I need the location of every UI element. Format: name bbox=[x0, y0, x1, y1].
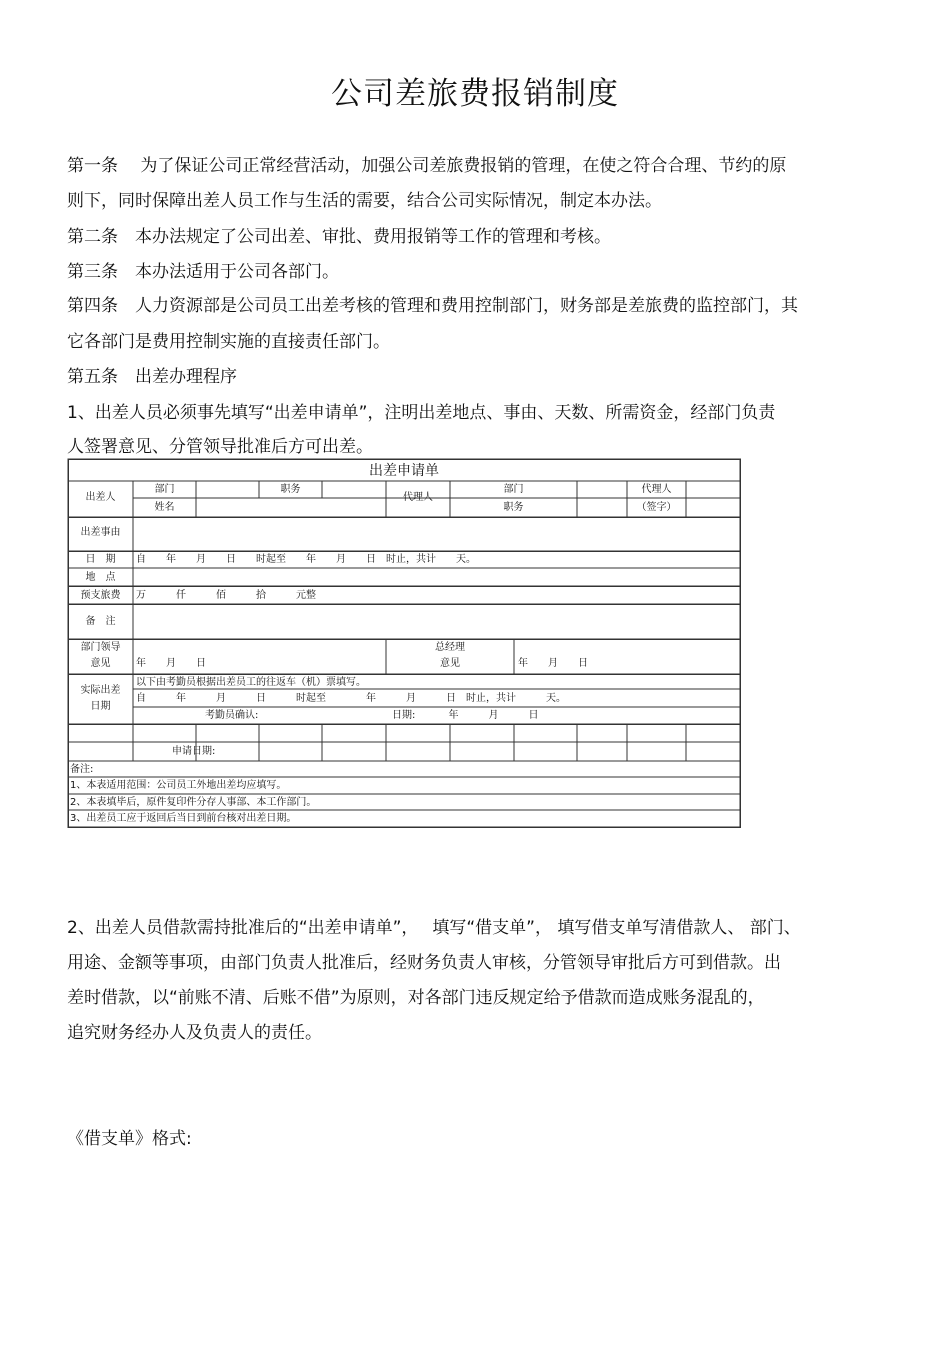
leader-label-1: 部门领导 bbox=[80, 642, 121, 653]
position-label: 职务 bbox=[280, 484, 301, 495]
traveler-label: 出差人 bbox=[85, 492, 116, 503]
actual-label-1: 实际出差 bbox=[80, 685, 121, 696]
advance-value: 万 仟 佰 拾 元整 bbox=[136, 590, 316, 601]
page-title: 公司差旅费报销制度 bbox=[331, 76, 619, 112]
leader-date: 年 月 日 bbox=[136, 658, 206, 669]
agent-sign-label: 代理人 bbox=[641, 484, 672, 495]
form-title: 出差申请单 bbox=[369, 463, 439, 479]
date-value: 自 年 月 日 时起至 年 月 日 时止，共计 天。 bbox=[136, 554, 476, 565]
place-label: 地 点 bbox=[85, 572, 116, 583]
note-3: 3、出差员工应于返回后当日到前台核对出差日期。 bbox=[70, 813, 297, 824]
procedure-1-line-1: 1、出差人员必须事先填写“出差申请单”，注明出差地点、事由、天数、所需资金，经部门负责 bbox=[67, 403, 776, 423]
leader-label-2: 意见 bbox=[90, 658, 111, 669]
agent-sign-note: （签字） bbox=[636, 502, 677, 513]
reason-label: 出差事由 bbox=[80, 527, 121, 538]
date-label: 日 期 bbox=[85, 554, 116, 565]
actual-date-value: 自 年 月 日 时起至 年 月 日 时止，共计 天。 bbox=[136, 693, 566, 704]
agent-position-label: 职务 bbox=[503, 502, 524, 513]
article-4-line-2: 它各部门是费用控制实施的直接责任部门。 bbox=[67, 332, 390, 352]
apply-date-label: 申请日期: bbox=[172, 746, 216, 757]
procedure-2-line-3: 差时借款，以“前账不清、后账不借”为原则，对各部门违反规定给予借款而造成账务混乱的， bbox=[67, 988, 765, 1008]
actual-note: 以下由考勤员根据出差员工的往返车（机）票填写。 bbox=[136, 677, 366, 688]
procedure-2-line-4: 追究财务经办人及负责人的责任。 bbox=[67, 1023, 322, 1043]
notes-title: 备注: bbox=[70, 764, 94, 775]
remark-label: 备 注 bbox=[85, 616, 116, 627]
clerk-date: 日期: 年 月 日 bbox=[392, 710, 539, 721]
note-2: 2、本表填毕后，原件复印件分存人事部、本工作部门。 bbox=[70, 797, 317, 808]
article-4-line-1: 第四条 人力资源部是公司员工出差考核的管理和费用控制部门，财务部是差旅费的监控部门，其 bbox=[67, 296, 798, 316]
article-3: 第三条 本办法适用于公司各部门。 bbox=[67, 262, 339, 282]
name-label: 姓名 bbox=[154, 502, 175, 513]
actual-label-2: 日期 bbox=[90, 701, 111, 712]
gm-date: 年 月 日 bbox=[518, 658, 588, 669]
procedure-1-line-2: 人签署意见、分管领导批准后方可出差。 bbox=[67, 437, 373, 457]
procedure-2-line-2: 用途、金额等事项，由部门负责人批准后，经财务负责人审核，分管领导审批后方可到借款。出 bbox=[67, 953, 781, 973]
article-2: 第二条 本办法规定了公司出差、审批、费用报销等工作的管理和考核。 bbox=[67, 227, 611, 247]
gm-label-2: 意见 bbox=[440, 658, 460, 669]
clerk-confirm-label: 考勤员确认: bbox=[205, 710, 259, 721]
article-5: 第五条 出差办理程序 bbox=[67, 367, 237, 387]
gm-label-1: 总经理 bbox=[435, 642, 465, 653]
agent-label: 代理人 bbox=[403, 492, 433, 503]
article-1-line-2: 则下，同时保障出差人员工作与生活的需要，结合公司实际情况，制定本办法。 bbox=[67, 191, 662, 211]
article-1-line-1: 第一条 为了保证公司正常经营活动，加强公司差旅费报销的管理，在使之符合合理、节约的原 bbox=[67, 156, 787, 176]
loan-form-heading: 《借支单》格式: bbox=[67, 1129, 192, 1149]
dept-label: 部门 bbox=[154, 484, 175, 495]
note-1: 1、本表适用范围：公司员工外地出差均应填写。 bbox=[70, 780, 287, 791]
agent-dept-label: 部门 bbox=[503, 484, 524, 495]
advance-label: 预支旅费 bbox=[80, 590, 121, 601]
procedure-2-line-1: 2、出差人员借款需持批准后的“出差申请单”， 填写“借支单”， 填写借支单写清借款人、 部门、 bbox=[67, 918, 801, 938]
